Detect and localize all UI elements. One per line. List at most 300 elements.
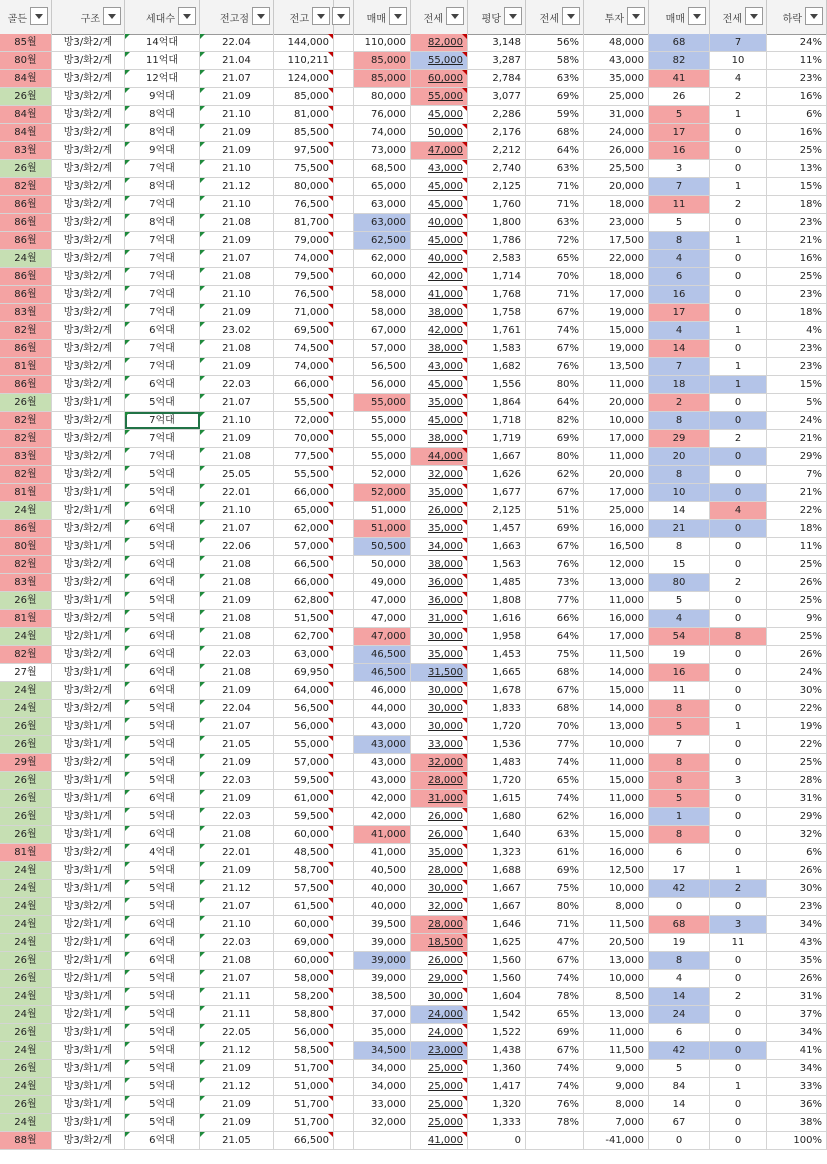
cell-peak-price[interactable]: 57,500 bbox=[274, 880, 334, 897]
cell-units[interactable]: 5억대 bbox=[125, 970, 200, 987]
cell-jeonse-ratio[interactable]: 74% bbox=[526, 754, 584, 771]
cell-sale-price[interactable]: 51,000 bbox=[354, 520, 411, 537]
cell-goldens[interactable]: 83월 bbox=[0, 448, 52, 465]
cell-structure[interactable]: 방3/화1/계 bbox=[52, 1060, 125, 1077]
cell-drop-rate[interactable]: 25% bbox=[767, 268, 827, 285]
cell-sale-price[interactable]: 55,000 bbox=[354, 430, 411, 447]
cell-peak-price[interactable]: 72,000 bbox=[274, 412, 334, 429]
cell-peak-date[interactable]: 23.02 bbox=[200, 322, 274, 339]
cell-spacer[interactable] bbox=[334, 826, 354, 843]
cell-units[interactable]: 7억대 bbox=[125, 340, 200, 357]
cell-spacer[interactable] bbox=[334, 196, 354, 213]
cell-sale-count[interactable]: 6 bbox=[649, 268, 710, 285]
cell-sale-price[interactable]: 58,000 bbox=[354, 286, 411, 303]
cell-jeonse-ratio[interactable]: 69% bbox=[526, 430, 584, 447]
cell-peak-date[interactable]: 21.09 bbox=[200, 304, 274, 321]
cell-peak-price[interactable]: 61,000 bbox=[274, 790, 334, 807]
cell-sale-price[interactable]: 39,000 bbox=[354, 934, 411, 951]
cell-units[interactable]: 7억대 bbox=[125, 448, 200, 465]
cell-structure[interactable]: 방3/화1/계 bbox=[52, 790, 125, 807]
cell-spacer[interactable] bbox=[334, 124, 354, 141]
cell-jeonse-price[interactable]: 45,000 bbox=[411, 376, 468, 393]
cell-jeonse-price[interactable]: 30,000 bbox=[411, 988, 468, 1005]
cell-investment[interactable]: 11,000 bbox=[584, 790, 649, 807]
cell-spacer[interactable] bbox=[334, 304, 354, 321]
cell-sale-price[interactable]: 33,000 bbox=[354, 1096, 411, 1113]
cell-price-per-pyeong[interactable]: 1,720 bbox=[468, 772, 526, 789]
cell-drop-rate[interactable]: 30% bbox=[767, 880, 827, 897]
cell-jeonse-count[interactable]: 1 bbox=[710, 1078, 767, 1095]
cell-jeonse-price[interactable]: 41,000 bbox=[411, 286, 468, 303]
cell-goldens[interactable]: 24월 bbox=[0, 250, 52, 267]
cell-jeonse-price[interactable]: 18,500 bbox=[411, 934, 468, 951]
cell-peak-price[interactable]: 81,700 bbox=[274, 214, 334, 231]
cell-sale-price[interactable]: 85,000 bbox=[354, 52, 411, 69]
cell-units[interactable]: 6억대 bbox=[125, 628, 200, 645]
cell-sale-price[interactable]: 44,000 bbox=[354, 700, 411, 717]
cell-jeonse-price[interactable]: 24,000 bbox=[411, 1006, 468, 1023]
cell-jeonse-ratio[interactable]: 80% bbox=[526, 448, 584, 465]
cell-price-per-pyeong[interactable]: 1,626 bbox=[468, 466, 526, 483]
cell-jeonse-ratio[interactable]: 63% bbox=[526, 160, 584, 177]
cell-peak-price[interactable]: 97,500 bbox=[274, 142, 334, 159]
cell-jeonse-count[interactable]: 0 bbox=[710, 844, 767, 861]
cell-drop-rate[interactable]: 36% bbox=[767, 1096, 827, 1113]
cell-peak-date[interactable]: 21.12 bbox=[200, 1078, 274, 1095]
cell-sale-count[interactable]: 14 bbox=[649, 988, 710, 1005]
cell-goldens[interactable]: 24월 bbox=[0, 1078, 52, 1095]
cell-peak-price[interactable]: 55,500 bbox=[274, 466, 334, 483]
cell-units[interactable]: 6억대 bbox=[125, 376, 200, 393]
cell-drop-rate[interactable]: 21% bbox=[767, 232, 827, 249]
cell-spacer[interactable] bbox=[334, 412, 354, 429]
cell-price-per-pyeong[interactable]: 1,678 bbox=[468, 682, 526, 699]
cell-price-per-pyeong[interactable]: 1,604 bbox=[468, 988, 526, 1005]
cell-jeonse-ratio[interactable]: 71% bbox=[526, 286, 584, 303]
cell-structure[interactable]: 방3/화1/계 bbox=[52, 880, 125, 897]
cell-jeonse-price[interactable]: 45,000 bbox=[411, 178, 468, 195]
cell-jeonse-ratio[interactable]: 75% bbox=[526, 646, 584, 663]
cell-sale-count[interactable]: 19 bbox=[649, 934, 710, 951]
cell-sale-count[interactable]: 84 bbox=[649, 1078, 710, 1095]
cell-goldens[interactable]: 83월 bbox=[0, 574, 52, 591]
cell-spacer[interactable] bbox=[334, 736, 354, 753]
cell-drop-rate[interactable]: 25% bbox=[767, 592, 827, 609]
cell-spacer[interactable] bbox=[334, 1132, 354, 1149]
cell-investment[interactable]: 13,000 bbox=[584, 952, 649, 969]
cell-drop-rate[interactable]: 21% bbox=[767, 484, 827, 501]
cell-jeonse-price[interactable]: 26,000 bbox=[411, 502, 468, 519]
cell-sale-count[interactable]: 68 bbox=[649, 34, 710, 51]
cell-structure[interactable]: 방3/화2/계 bbox=[52, 898, 125, 915]
cell-spacer[interactable] bbox=[334, 610, 354, 627]
cell-sale-count[interactable]: 17 bbox=[649, 304, 710, 321]
cell-drop-rate[interactable]: 5% bbox=[767, 394, 827, 411]
cell-jeonse-count[interactable]: 3 bbox=[710, 916, 767, 933]
cell-investment[interactable]: 15,000 bbox=[584, 322, 649, 339]
cell-peak-date[interactable]: 22.01 bbox=[200, 844, 274, 861]
cell-spacer[interactable] bbox=[334, 1078, 354, 1095]
cell-price-per-pyeong[interactable]: 2,125 bbox=[468, 502, 526, 519]
cell-sale-price[interactable]: 39,500 bbox=[354, 916, 411, 933]
cell-units[interactable]: 7억대 bbox=[125, 304, 200, 321]
cell-sale-price[interactable]: 39,000 bbox=[354, 970, 411, 987]
cell-units[interactable]: 7억대 bbox=[125, 286, 200, 303]
cell-structure[interactable]: 방3/화2/계 bbox=[52, 196, 125, 213]
cell-price-per-pyeong[interactable]: 1,485 bbox=[468, 574, 526, 591]
cell-peak-date[interactable]: 21.08 bbox=[200, 448, 274, 465]
cell-investment[interactable]: 14,000 bbox=[584, 664, 649, 681]
cell-sale-price[interactable]: 40,000 bbox=[354, 898, 411, 915]
cell-jeonse-price[interactable]: 35,000 bbox=[411, 646, 468, 663]
cell-sale-count[interactable]: 8 bbox=[649, 232, 710, 249]
cell-price-per-pyeong[interactable]: 1,758 bbox=[468, 304, 526, 321]
cell-drop-rate[interactable]: 23% bbox=[767, 214, 827, 231]
cell-peak-price[interactable]: 64,000 bbox=[274, 682, 334, 699]
cell-goldens[interactable]: 84월 bbox=[0, 124, 52, 141]
cell-jeonse-count[interactable]: 0 bbox=[710, 736, 767, 753]
cell-peak-date[interactable]: 21.10 bbox=[200, 196, 274, 213]
cell-structure[interactable]: 방2/화1/계 bbox=[52, 916, 125, 933]
cell-drop-rate[interactable]: 16% bbox=[767, 250, 827, 267]
cell-jeonse-ratio[interactable]: 71% bbox=[526, 178, 584, 195]
cell-jeonse-ratio[interactable]: 70% bbox=[526, 718, 584, 735]
cell-jeonse-price[interactable]: 55,000 bbox=[411, 52, 468, 69]
cell-structure[interactable]: 방3/화1/계 bbox=[52, 394, 125, 411]
cell-jeonse-ratio[interactable]: 63% bbox=[526, 214, 584, 231]
cell-jeonse-count[interactable]: 11 bbox=[710, 934, 767, 951]
cell-units[interactable]: 6억대 bbox=[125, 682, 200, 699]
cell-sale-count[interactable]: 3 bbox=[649, 160, 710, 177]
cell-investment[interactable]: 17,000 bbox=[584, 286, 649, 303]
cell-drop-rate[interactable]: 23% bbox=[767, 286, 827, 303]
cell-structure[interactable]: 방3/화1/계 bbox=[52, 862, 125, 879]
cell-jeonse-price[interactable]: 30,000 bbox=[411, 718, 468, 735]
cell-structure[interactable]: 방3/화2/계 bbox=[52, 124, 125, 141]
cell-price-per-pyeong[interactable]: 1,323 bbox=[468, 844, 526, 861]
cell-goldens[interactable]: 82월 bbox=[0, 466, 52, 483]
cell-peak-date[interactable]: 22.01 bbox=[200, 484, 274, 501]
cell-price-per-pyeong[interactable]: 1,677 bbox=[468, 484, 526, 501]
cell-sale-count[interactable]: 8 bbox=[649, 412, 710, 429]
cell-jeonse-count[interactable]: 1 bbox=[710, 358, 767, 375]
cell-drop-rate[interactable]: 15% bbox=[767, 376, 827, 393]
cell-structure[interactable]: 방3/화2/계 bbox=[52, 268, 125, 285]
cell-drop-rate[interactable]: 28% bbox=[767, 772, 827, 789]
cell-price-per-pyeong[interactable]: 1,680 bbox=[468, 808, 526, 825]
cell-investment[interactable]: 23,000 bbox=[584, 214, 649, 231]
cell-drop-rate[interactable]: 29% bbox=[767, 448, 827, 465]
cell-sale-count[interactable]: 5 bbox=[649, 718, 710, 735]
cell-price-per-pyeong[interactable]: 1,542 bbox=[468, 1006, 526, 1023]
cell-jeonse-price[interactable]: 30,000 bbox=[411, 700, 468, 717]
cell-price-per-pyeong[interactable]: 1,833 bbox=[468, 700, 526, 717]
cell-sale-count[interactable]: 67 bbox=[649, 1114, 710, 1131]
cell-investment[interactable]: 13,000 bbox=[584, 1006, 649, 1023]
cell-sale-count[interactable]: 24 bbox=[649, 1006, 710, 1023]
cell-peak-price[interactable]: 144,000 bbox=[274, 34, 334, 51]
cell-jeonse-ratio[interactable]: 78% bbox=[526, 1114, 584, 1131]
cell-spacer[interactable] bbox=[334, 1114, 354, 1131]
cell-peak-price[interactable]: 51,700 bbox=[274, 1114, 334, 1131]
cell-units[interactable]: 5억대 bbox=[125, 988, 200, 1005]
cell-peak-price[interactable]: 51,500 bbox=[274, 610, 334, 627]
cell-peak-date[interactable]: 21.09 bbox=[200, 88, 274, 105]
cell-peak-price[interactable]: 74,500 bbox=[274, 340, 334, 357]
cell-sale-price[interactable]: 42,000 bbox=[354, 808, 411, 825]
cell-peak-date[interactable]: 21.08 bbox=[200, 556, 274, 573]
cell-jeonse-price[interactable]: 36,000 bbox=[411, 592, 468, 609]
cell-price-per-pyeong[interactable]: 1,761 bbox=[468, 322, 526, 339]
cell-jeonse-ratio[interactable]: 65% bbox=[526, 772, 584, 789]
cell-drop-rate[interactable]: 25% bbox=[767, 142, 827, 159]
cell-peak-date[interactable]: 21.08 bbox=[200, 610, 274, 627]
cell-investment[interactable]: 20,000 bbox=[584, 178, 649, 195]
cell-goldens[interactable]: 86월 bbox=[0, 214, 52, 231]
cell-peak-date[interactable]: 21.09 bbox=[200, 142, 274, 159]
cell-price-per-pyeong[interactable]: 1,800 bbox=[468, 214, 526, 231]
cell-jeonse-count[interactable]: 0 bbox=[710, 682, 767, 699]
cell-goldens[interactable]: 24월 bbox=[0, 934, 52, 951]
cell-jeonse-count[interactable]: 0 bbox=[710, 556, 767, 573]
cell-goldens[interactable]: 83월 bbox=[0, 304, 52, 321]
cell-units[interactable]: 8억대 bbox=[125, 178, 200, 195]
cell-investment[interactable]: 17,500 bbox=[584, 232, 649, 249]
cell-jeonse-count[interactable]: 10 bbox=[710, 52, 767, 69]
cell-peak-price[interactable]: 62,700 bbox=[274, 628, 334, 645]
cell-price-per-pyeong[interactable]: 1,714 bbox=[468, 268, 526, 285]
cell-investment[interactable]: 9,000 bbox=[584, 1078, 649, 1095]
cell-sale-price[interactable]: 58,000 bbox=[354, 304, 411, 321]
cell-peak-price[interactable]: 55,000 bbox=[274, 736, 334, 753]
cell-structure[interactable]: 방3/화2/계 bbox=[52, 286, 125, 303]
cell-structure[interactable]: 방3/화2/계 bbox=[52, 304, 125, 321]
cell-sale-price[interactable]: 110,000 bbox=[354, 34, 411, 51]
cell-price-per-pyeong[interactable]: 1,663 bbox=[468, 538, 526, 555]
cell-jeonse-price[interactable]: 30,000 bbox=[411, 682, 468, 699]
cell-spacer[interactable] bbox=[334, 772, 354, 789]
cell-price-per-pyeong[interactable]: 1,786 bbox=[468, 232, 526, 249]
cell-jeonse-ratio[interactable]: 73% bbox=[526, 574, 584, 591]
cell-drop-rate[interactable]: 21% bbox=[767, 430, 827, 447]
cell-spacer[interactable] bbox=[334, 52, 354, 69]
cell-peak-price[interactable]: 60,000 bbox=[274, 916, 334, 933]
cell-structure[interactable]: 방3/화2/계 bbox=[52, 700, 125, 717]
cell-goldens[interactable]: 26월 bbox=[0, 826, 52, 843]
cell-sale-price[interactable]: 42,000 bbox=[354, 790, 411, 807]
cell-peak-price[interactable]: 58,200 bbox=[274, 988, 334, 1005]
cell-jeonse-price[interactable]: 25,000 bbox=[411, 1060, 468, 1077]
cell-jeonse-ratio[interactable] bbox=[526, 1132, 584, 1149]
filter-dropdown-icon[interactable] bbox=[178, 7, 196, 25]
cell-price-per-pyeong[interactable]: 3,077 bbox=[468, 88, 526, 105]
cell-sale-price[interactable]: 47,000 bbox=[354, 610, 411, 627]
cell-peak-date[interactable]: 21.08 bbox=[200, 664, 274, 681]
cell-peak-price[interactable]: 51,700 bbox=[274, 1060, 334, 1077]
cell-peak-price[interactable]: 51,000 bbox=[274, 1078, 334, 1095]
cell-peak-date[interactable]: 22.06 bbox=[200, 538, 274, 555]
cell-peak-price[interactable]: 63,000 bbox=[274, 646, 334, 663]
cell-sale-price[interactable]: 52,000 bbox=[354, 484, 411, 501]
cell-drop-rate[interactable]: 43% bbox=[767, 934, 827, 951]
cell-goldens[interactable]: 26월 bbox=[0, 772, 52, 789]
cell-spacer[interactable] bbox=[334, 1024, 354, 1041]
cell-structure[interactable]: 방3/화2/계 bbox=[52, 754, 125, 771]
cell-sale-price[interactable]: 67,000 bbox=[354, 322, 411, 339]
cell-jeonse-count[interactable]: 0 bbox=[710, 124, 767, 141]
cell-units[interactable]: 5억대 bbox=[125, 700, 200, 717]
cell-sale-count[interactable]: 5 bbox=[649, 106, 710, 123]
cell-jeonse-ratio[interactable]: 58% bbox=[526, 52, 584, 69]
cell-spacer[interactable] bbox=[334, 808, 354, 825]
cell-jeonse-count[interactable]: 4 bbox=[710, 70, 767, 87]
cell-price-per-pyeong[interactable]: 1,438 bbox=[468, 1042, 526, 1059]
cell-goldens[interactable]: 80월 bbox=[0, 538, 52, 555]
cell-sale-count[interactable]: 16 bbox=[649, 142, 710, 159]
cell-spacer[interactable] bbox=[334, 214, 354, 231]
cell-drop-rate[interactable]: 34% bbox=[767, 1060, 827, 1077]
cell-goldens[interactable]: 24월 bbox=[0, 916, 52, 933]
cell-goldens[interactable]: 24월 bbox=[0, 502, 52, 519]
cell-sale-count[interactable]: 18 bbox=[649, 376, 710, 393]
cell-investment[interactable]: 8,500 bbox=[584, 988, 649, 1005]
cell-jeonse-ratio[interactable]: 67% bbox=[526, 538, 584, 555]
cell-drop-rate[interactable]: 6% bbox=[767, 106, 827, 123]
cell-investment[interactable]: 43,000 bbox=[584, 52, 649, 69]
cell-units[interactable]: 11억대 bbox=[125, 52, 200, 69]
cell-peak-price[interactable]: 124,000 bbox=[274, 70, 334, 87]
cell-structure[interactable]: 방3/화1/계 bbox=[52, 538, 125, 555]
cell-peak-price[interactable]: 66,000 bbox=[274, 484, 334, 501]
cell-sale-count[interactable]: 15 bbox=[649, 556, 710, 573]
cell-peak-date[interactable]: 21.07 bbox=[200, 520, 274, 537]
cell-price-per-pyeong[interactable]: 1,720 bbox=[468, 718, 526, 735]
cell-peak-price[interactable]: 60,000 bbox=[274, 952, 334, 969]
cell-spacer[interactable] bbox=[334, 988, 354, 1005]
cell-investment[interactable]: 25,000 bbox=[584, 502, 649, 519]
cell-peak-date[interactable]: 21.05 bbox=[200, 736, 274, 753]
cell-jeonse-price[interactable]: 31,000 bbox=[411, 610, 468, 627]
cell-jeonse-ratio[interactable]: 74% bbox=[526, 790, 584, 807]
cell-peak-date[interactable]: 22.05 bbox=[200, 1024, 274, 1041]
cell-sale-price[interactable]: 43,000 bbox=[354, 772, 411, 789]
cell-jeonse-ratio[interactable]: 64% bbox=[526, 628, 584, 645]
cell-jeonse-ratio[interactable]: 65% bbox=[526, 1006, 584, 1023]
cell-peak-date[interactable]: 21.04 bbox=[200, 52, 274, 69]
cell-jeonse-count[interactable]: 3 bbox=[710, 772, 767, 789]
cell-jeonse-ratio[interactable]: 71% bbox=[526, 196, 584, 213]
cell-structure[interactable]: 방3/화2/계 bbox=[52, 646, 125, 663]
cell-investment[interactable]: 24,000 bbox=[584, 124, 649, 141]
cell-jeonse-price[interactable]: 33,000 bbox=[411, 736, 468, 753]
cell-sale-count[interactable]: 0 bbox=[649, 898, 710, 915]
cell-jeonse-price[interactable]: 38,000 bbox=[411, 304, 468, 321]
cell-jeonse-price[interactable]: 45,000 bbox=[411, 196, 468, 213]
cell-goldens[interactable]: 86월 bbox=[0, 520, 52, 537]
cell-goldens[interactable]: 86월 bbox=[0, 232, 52, 249]
cell-sale-count[interactable]: 68 bbox=[649, 916, 710, 933]
cell-structure[interactable]: 방3/화2/계 bbox=[52, 376, 125, 393]
cell-jeonse-ratio[interactable]: 82% bbox=[526, 412, 584, 429]
cell-structure[interactable]: 방2/화1/계 bbox=[52, 970, 125, 987]
cell-drop-rate[interactable]: 18% bbox=[767, 304, 827, 321]
cell-goldens[interactable]: 26월 bbox=[0, 592, 52, 609]
cell-sale-price[interactable]: 41,000 bbox=[354, 826, 411, 843]
cell-investment[interactable]: 11,500 bbox=[584, 1042, 649, 1059]
cell-goldens[interactable]: 81월 bbox=[0, 358, 52, 375]
cell-jeonse-count[interactable]: 1 bbox=[710, 232, 767, 249]
cell-goldens[interactable]: 82월 bbox=[0, 178, 52, 195]
cell-peak-date[interactable]: 21.09 bbox=[200, 232, 274, 249]
cell-jeonse-ratio[interactable]: 67% bbox=[526, 340, 584, 357]
cell-price-per-pyeong[interactable]: 1,864 bbox=[468, 394, 526, 411]
cell-price-per-pyeong[interactable]: 1,667 bbox=[468, 880, 526, 897]
cell-units[interactable]: 5억대 bbox=[125, 1060, 200, 1077]
cell-structure[interactable]: 방3/화1/계 bbox=[52, 826, 125, 843]
cell-units[interactable]: 7억대 bbox=[125, 430, 200, 447]
cell-peak-date[interactable]: 21.08 bbox=[200, 952, 274, 969]
cell-price-per-pyeong[interactable]: 1,536 bbox=[468, 736, 526, 753]
cell-spacer[interactable] bbox=[334, 538, 354, 555]
cell-units[interactable]: 6억대 bbox=[125, 664, 200, 681]
filter-dropdown-icon[interactable] bbox=[688, 7, 706, 25]
cell-sale-price[interactable]: 50,500 bbox=[354, 538, 411, 555]
cell-jeonse-count[interactable]: 0 bbox=[710, 592, 767, 609]
cell-spacer[interactable] bbox=[334, 340, 354, 357]
cell-sale-price[interactable]: 52,000 bbox=[354, 466, 411, 483]
cell-goldens[interactable]: 81월 bbox=[0, 484, 52, 501]
cell-drop-rate[interactable]: 11% bbox=[767, 52, 827, 69]
cell-jeonse-price[interactable]: 25,000 bbox=[411, 1114, 468, 1131]
cell-units[interactable]: 5억대 bbox=[125, 1024, 200, 1041]
cell-price-per-pyeong[interactable]: 1,958 bbox=[468, 628, 526, 645]
cell-peak-date[interactable]: 21.08 bbox=[200, 340, 274, 357]
cell-jeonse-count[interactable]: 0 bbox=[710, 1024, 767, 1041]
cell-sale-count[interactable]: 4 bbox=[649, 250, 710, 267]
cell-jeonse-ratio[interactable]: 69% bbox=[526, 520, 584, 537]
cell-structure[interactable]: 방3/화1/계 bbox=[52, 718, 125, 735]
cell-price-per-pyeong[interactable]: 1,719 bbox=[468, 430, 526, 447]
cell-jeonse-count[interactable]: 0 bbox=[710, 646, 767, 663]
cell-price-per-pyeong[interactable]: 3,287 bbox=[468, 52, 526, 69]
cell-jeonse-ratio[interactable]: 69% bbox=[526, 862, 584, 879]
cell-jeonse-count[interactable]: 0 bbox=[710, 268, 767, 285]
cell-drop-rate[interactable]: 23% bbox=[767, 70, 827, 87]
cell-structure[interactable]: 방3/화1/계 bbox=[52, 484, 125, 501]
cell-jeonse-ratio[interactable]: 69% bbox=[526, 1024, 584, 1041]
cell-goldens[interactable]: 24월 bbox=[0, 898, 52, 915]
cell-sale-count[interactable]: 8 bbox=[649, 754, 710, 771]
cell-structure[interactable]: 방3/화2/계 bbox=[52, 574, 125, 591]
cell-jeonse-price[interactable]: 35,000 bbox=[411, 484, 468, 501]
cell-spacer[interactable] bbox=[334, 880, 354, 897]
cell-drop-rate[interactable]: 22% bbox=[767, 736, 827, 753]
cell-goldens[interactable]: 82월 bbox=[0, 556, 52, 573]
cell-drop-rate[interactable]: 16% bbox=[767, 88, 827, 105]
cell-spacer[interactable] bbox=[334, 628, 354, 645]
cell-sale-count[interactable]: 10 bbox=[649, 484, 710, 501]
cell-jeonse-count[interactable]: 2 bbox=[710, 196, 767, 213]
cell-structure[interactable]: 방3/화2/계 bbox=[52, 682, 125, 699]
cell-price-per-pyeong[interactable]: 1,333 bbox=[468, 1114, 526, 1131]
cell-peak-date[interactable]: 21.08 bbox=[200, 268, 274, 285]
cell-spacer[interactable] bbox=[334, 898, 354, 915]
cell-units[interactable]: 6억대 bbox=[125, 520, 200, 537]
cell-jeonse-ratio[interactable]: 47% bbox=[526, 934, 584, 951]
cell-goldens[interactable]: 24월 bbox=[0, 1114, 52, 1131]
cell-sale-count[interactable]: 11 bbox=[649, 196, 710, 213]
cell-spacer[interactable] bbox=[334, 88, 354, 105]
